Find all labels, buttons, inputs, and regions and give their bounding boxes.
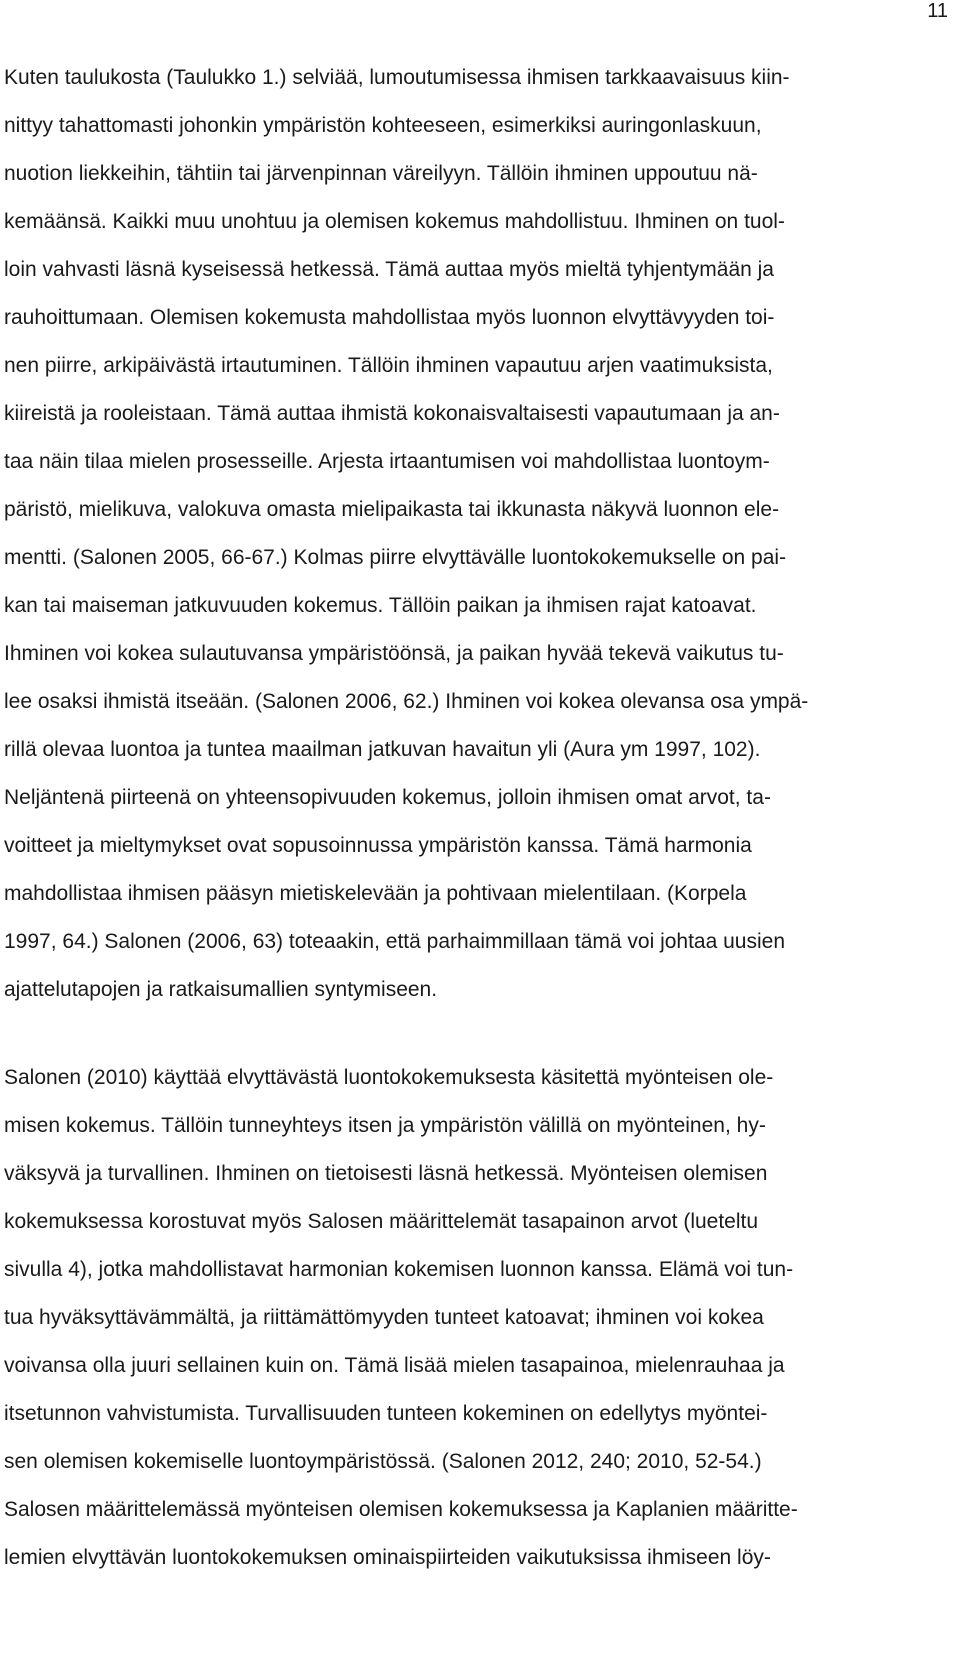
text-line: Salonen (2010) käyttää elvyttävästä luontokokemuksesta käsitettä myönteisen ole- [4,1066,774,1089]
text-line: voivansa olla juuri sellainen kuin on. Tämä lisää mielen tasapainoa, mielenrauhaa ja [4,1354,785,1377]
text-line: mahdollistaa ihmisen pääsyn mietiskelevään ja pohtivaan mielentilaan. (Korpela [4,882,747,905]
text-line: rauhoittumaan. Olemisen kokemusta mahdollistaa myös luonnon elvyttävyyden toi- [4,306,775,329]
text-line: voitteet ja mieltymykset ovat sopusoinnussa ympäristön kanssa. Tämä harmonia [4,834,752,857]
text-line: nen piirre, arkipäivästä irtautuminen. Tällöin ihminen vapautuu arjen vaatimuksista, [4,354,773,377]
text-line: Neljäntenä piirteenä on yhteensopivuuden kokemus, jolloin ihmisen omat arvot, ta- [4,786,771,809]
body-paragraph [4,1054,956,1582]
text-line: nittyy tahattomasti johonkin ympäristön kohteeseen, esimerkiksi auringonlaskuun, [4,114,762,137]
text-line: lee osaksi ihmistä itseään. (Salonen 2006, 62.) Ihminen voi kokea olevansa osa ympä- [4,690,809,713]
text-line: taa näin tilaa mielen prosesseille. Arjesta irtaantumisen voi mahdollistaa luontoym- [4,450,770,473]
text-line: lemien elvyttävän luontokokemuksen ominaispiirteiden vaikutuksissa ihmiseen löy- [4,1546,771,1569]
text-line: sen olemisen kokemiselle luontoympäristössä. (Salonen 2012, 240; 2010, 52-54.) [4,1450,762,1473]
text-line: Ihminen voi kokea sulautuvansa ympäristöönsä, ja paikan hyvää tekevä vaikutus tu- [4,642,784,665]
text-line: kan tai maiseman jatkuvuuden kokemus. Tällöin paikan ja ihmisen rajat katoavat. [4,594,757,617]
text-line: 1997, 64.) Salonen (2006, 63) toteaakin, että parhaimmillaan tämä voi johtaa uusien [4,930,785,953]
text-line: Kuten taulukosta (Taulukko 1.) selviää, lumoutumisessa ihmisen tarkkaavaisuus kiin- [4,66,790,89]
text-line: misen kokemus. Tällöin tunneyhteys itsen ja ympäristön välillä on myönteinen, hy- [4,1114,766,1137]
text-line: sivulla 4), jotka mahdollistavat harmonian kokemisen luonnon kanssa. Elämä voi tun- [4,1258,794,1281]
text-line: päristö, mielikuva, valokuva omasta mielipaikasta tai ikkunasta näkyvä luonnon ele- [4,498,780,521]
text-line: mentti. (Salonen 2005, 66-67.) Kolmas piirre elvyttävälle luontokokemukselle on pai- [4,546,787,569]
page-number: 11 [927,0,948,22]
text-line: kemäänsä. Kaikki muu unohtuu ja olemisen kokemus mahdollistuu. Ihminen on tuol- [4,210,785,233]
text-line: kiireistä ja rooleistaan. Tämä auttaa ihmistä kokonaisvaltaisesti vapautumaan ja an- [4,402,780,425]
text-line: loin vahvasti läsnä kyseisessä hetkessä. Tämä auttaa myös mieltä tyhjentymään ja [4,258,774,281]
text-line: itsetunnon vahvistumista. Turvallisuuden tunteen kokeminen on edellytys myöntei- [4,1402,768,1425]
text-line: rillä olevaa luontoa ja tuntea maailman jatkuvan havaitun yli (Aura ym 1997, 102). [4,738,761,761]
text-line: Salosen määrittelemässä myönteisen olemisen kokemuksessa ja Kaplanien määritte- [4,1498,798,1521]
text-line: tua hyväksyttävämmältä, ja riittämättömyyden tunteet katoavat; ihminen voi kokea [4,1306,764,1329]
text-line: väksyvä ja turvallinen. Ihminen on tietoisesti läsnä hetkessä. Myönteisen olemisen [4,1162,768,1185]
body-paragraph [4,54,956,1014]
text-line: nuotion liekkeihin, tähtiin tai järvenpinnan väreilyyn. Tällöin ihminen uppoutuu nä- [4,162,758,185]
text-line: ajattelutapojen ja ratkaisumallien syntymiseen. [4,978,438,1001]
text-line: kokemuksessa korostuvat myös Salosen määrittelemät tasapainon arvot (lueteltu [4,1210,759,1233]
